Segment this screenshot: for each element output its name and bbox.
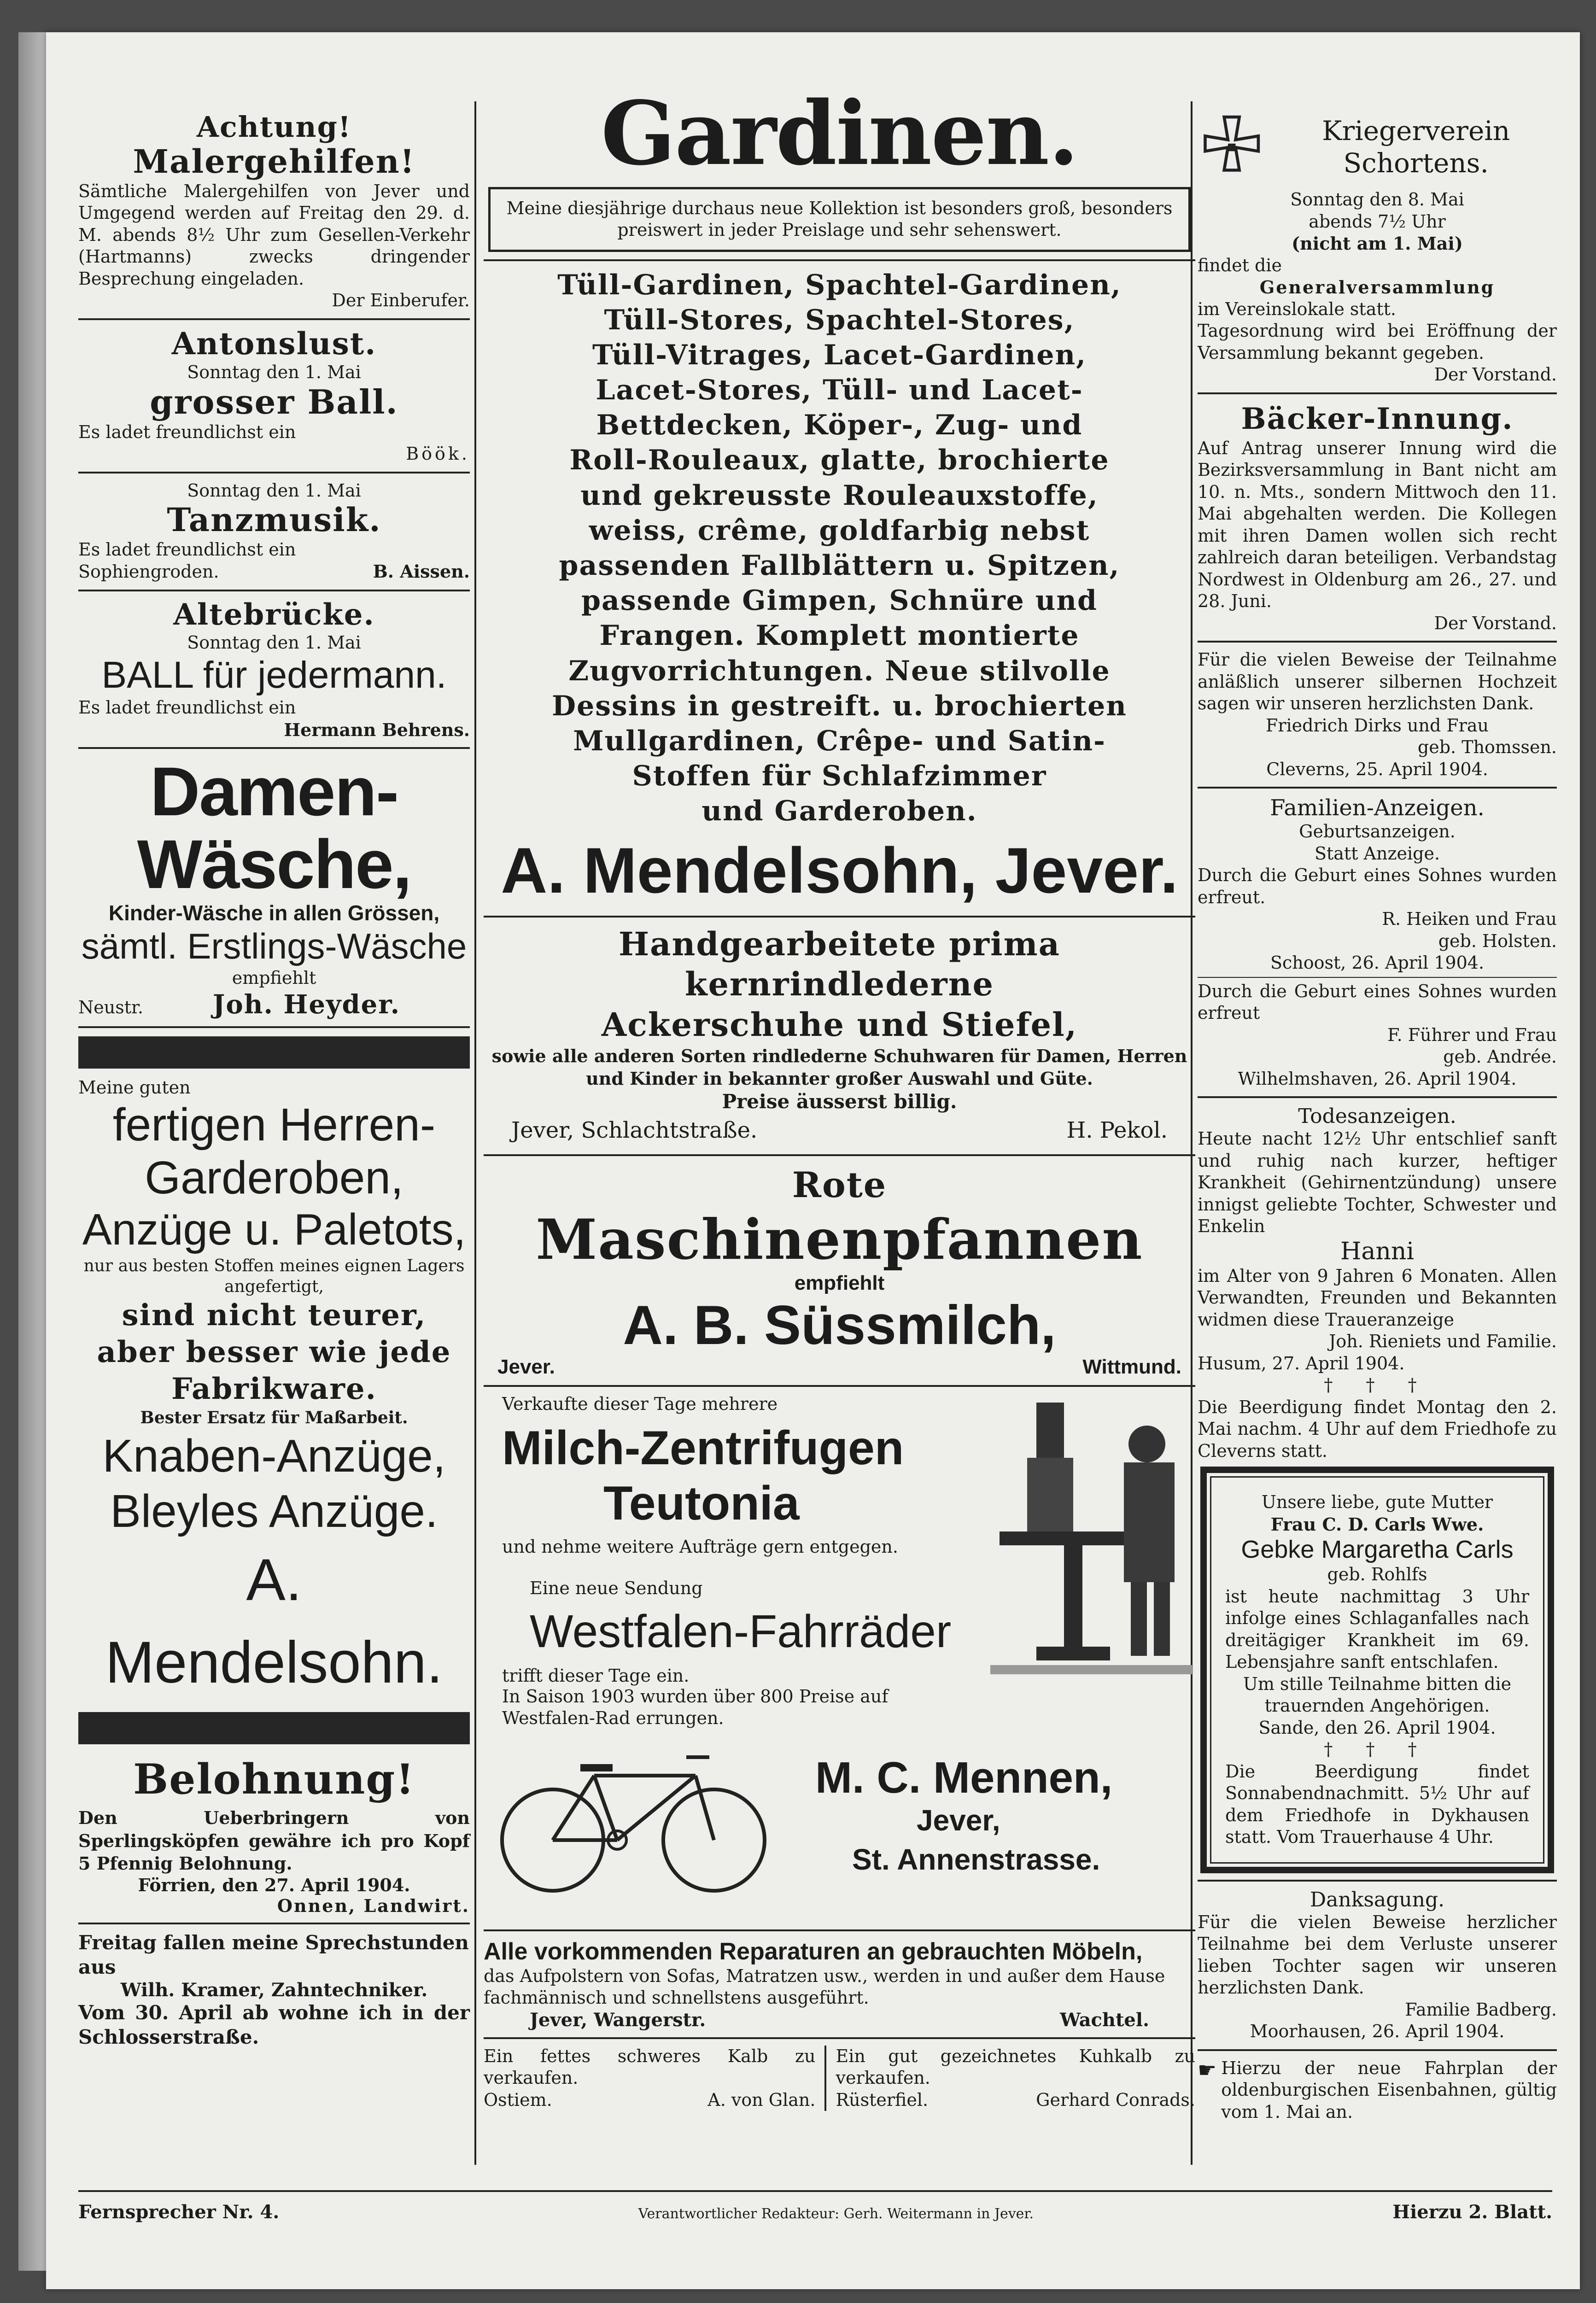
pointing-hand-icon: ☛ [1198, 2057, 1217, 2082]
middle-column [484, 74, 1195, 2111]
ad-date: Sonntag den 1. Mai [187, 632, 361, 653]
divider [484, 259, 1195, 261]
divider [484, 1385, 1195, 1387]
ad-line: In Saison 1903 wurden über 800 Preise auf Westfalen-Rad errungen. [502, 1686, 889, 1729]
ad-place: Jever. [497, 1355, 555, 1378]
ad-line: Fabrikware. [171, 1371, 377, 1406]
iron-cross-icon [1198, 106, 1266, 189]
ad-info-box [488, 187, 1191, 252]
ad-invite: Es ladet freundlichst ein [78, 697, 296, 718]
ad-wachtel [484, 1938, 1195, 2031]
ad-text: Ein gut gezeichnetes Kuhkalb zu verkaufen. [836, 2046, 1195, 2088]
ad-place: Rüsterfiel. [836, 2089, 929, 2110]
product-line: weiss, crême, goldfarbig nebst [589, 514, 1090, 547]
notice-fahrplan [1198, 2058, 1557, 2123]
divider [78, 2190, 1552, 2192]
ad-line: Garderoben, [145, 1152, 403, 1204]
ad-signature: A. von Glan. [707, 2089, 816, 2110]
ad-box-text: Meine diesjährige durchaus neue Kollektion ist besonders groß, besonders preiswert in jeder Preislage und sehr sehenswert. [506, 198, 1173, 240]
ad-text: Durch die Geburt eines Sohnes wurden erfreut [1198, 981, 1557, 1023]
ad-signature: geb. Holsten. [1438, 930, 1557, 951]
ad-signature: Hermann Behrens. [284, 719, 470, 740]
ad-signature: Der Vorstand. [1434, 613, 1557, 633]
ad-line: Alle vorkommenden Reparaturen an gebrauchten Möbeln, [484, 1938, 1143, 1965]
product-line: und gekreusste Rouleauxstoffe, [580, 479, 1099, 512]
crosses-icon: † † † [1324, 1739, 1431, 1759]
product-line: Mullgardinen, Crêpe- und Satin- [573, 725, 1106, 757]
ad-line: Maschinenpfannen [536, 1207, 1143, 1272]
ad-kramer [78, 1931, 470, 2049]
ad-subtitle: Malergehilfen! [133, 142, 415, 181]
black-bar [78, 1036, 470, 1069]
ad-title: Achtung! [196, 110, 352, 144]
product-line: Tüll-Stores, Spachtel-Stores, [604, 304, 1075, 336]
divider [78, 590, 470, 591]
ad-place: Förrien, den 27. April 1904. [138, 1875, 410, 1896]
ad-text: im Alter von 9 Jahren 6 Monaten. Allen Verwandten, Freunden und Bekannten widmen diese Traueranzeige [1198, 1265, 1557, 1330]
ad-signature: M. C. Mennen, [815, 1753, 1113, 1802]
ad-place: Ostiem. [484, 2089, 552, 2110]
page-footer [78, 2190, 1552, 2223]
ad-text: Sämtliche Malergehilfen von Jever und Umgegend werden auf Freitag den 29. d. M. abends 8½ Uhr zum Gesellen-Verkehr (Hartmanns) zwecks dringender Besprechung eingeladen. [78, 181, 470, 289]
ad-line: Milch-Zentrifugen [502, 1421, 904, 1475]
ad-line: Eine neue Sendung [530, 1578, 703, 1598]
ad-line: Sonntag den 8. Mai [1290, 189, 1464, 210]
ad-danksagung-badberg [1198, 1888, 1557, 2043]
divider [484, 916, 1195, 918]
ad-signature: Böök. [406, 444, 470, 464]
ad-text: Um stille Teilnahme bitten die trauernden Angehörigen. [1243, 1673, 1512, 1716]
ad-signature: Wachtel. [1060, 2009, 1149, 2031]
bicycle-illustration [493, 1748, 778, 1895]
ad-damen-waesche [78, 755, 470, 1020]
ad-signature: B. Aissen. [373, 561, 470, 582]
ad-place: Neustr. [78, 997, 144, 1017]
ad-text: Hierzu der neue Fahrplan der oldenburgischen Eisenbahnen, gültig vom 1. Mai an. [1221, 2058, 1557, 2122]
divider [484, 1929, 1195, 1931]
divider [1198, 977, 1557, 978]
ad-line: Frau C. D. Carls Wwe. [1270, 1514, 1484, 1535]
ad-place: Jever, Schlachtstraße. [511, 1117, 758, 1143]
product-line: passenden Fallblättern u. Spitzen, [559, 549, 1120, 582]
ad-line: im Vereinslokale statt. [1198, 298, 1396, 319]
death-notice-hanni [1198, 1105, 1557, 1462]
ad-line: abends 7½ Uhr [1309, 211, 1446, 232]
ad-line: Bleyles Anzüge. [110, 1485, 438, 1537]
ad-line: empfiehlt [794, 1271, 885, 1294]
ad-baecker-innung [1198, 401, 1557, 635]
ad-place: Husum, 27. April 1904. [1198, 1353, 1405, 1374]
ad-line: und nehme weitere Aufträge gern entgegen. [502, 1536, 898, 1557]
product-line: Tüll-Vitrages, Lacet-Gardinen, [592, 339, 1087, 371]
section-title: Todesanzeigen. [1298, 1105, 1456, 1128]
ad-line: Westfalen-Fahrräder [530, 1605, 952, 1657]
ad-line: Generalversammlung [1259, 277, 1495, 298]
ad-intro: Meine guten [78, 1077, 191, 1098]
ad-line: aber besser wie jede [97, 1334, 451, 1369]
ad-belohnung [78, 1753, 470, 1916]
ad-kalb [484, 2046, 826, 2111]
product-line: Lacet-Stores, Tüll- und Lacet- [596, 374, 1083, 407]
ad-signature: A. Mendelsohn, Jever. [501, 834, 1178, 906]
ad-signature: Gerhard Conrads. [1036, 2089, 1195, 2110]
ad-line: Preise äusserst billig. [722, 1090, 957, 1113]
ad-line: (nicht am 1. Mai) [1292, 233, 1463, 254]
ad-line: Rote [792, 1164, 887, 1205]
ad-title: Gardinen. [601, 82, 1078, 185]
divider [484, 2037, 1195, 2039]
ad-text: Die Beerdigung findet Montag den 2. Mai nachm. 4 Uhr auf dem Friedhofe zu Cleverns statt. [1198, 1397, 1557, 1461]
ad-title: Belohnung! [133, 1755, 415, 1804]
ad-title: Altebrücke. [173, 597, 375, 632]
ad-altebruecke [78, 598, 470, 741]
ad-invite: Es ladet freundlichst ein [78, 421, 296, 442]
divider [1198, 641, 1557, 643]
ad-text: Den Ueberbringern von Sperlingsköpfen gewähre ich pro Kopf 5 Pfennig Belohnung. [78, 1807, 470, 1874]
ad-kuhkalb [826, 2046, 1195, 2111]
small-ads-row [484, 2046, 1195, 2111]
product-line: Tüll-Gardinen, Spachtel-Gardinen, [557, 269, 1122, 301]
ad-place: Sande, den 26. April 1904. [1258, 1717, 1496, 1738]
ad-gardinen [484, 82, 1195, 909]
ad-place: Jever, Wangerstr. [530, 2009, 706, 2031]
ad-signature: St. Annenstrasse. [852, 1842, 1100, 1876]
ad-garderoben [78, 1077, 470, 1704]
product-line: Frangen. Komplett montierte [599, 620, 1080, 652]
ad-signature: Jever, [917, 1803, 1000, 1837]
ad-title: Danksagung. [1310, 1888, 1445, 1911]
ad-text: Für die vielen Beweise herzlicher Teilnahme bei dem Verluste unserer lieben Tochter sagen wir unseren herzlichsten Dank. [1198, 1911, 1557, 1998]
ad-line: Knaben-Anzüge, [102, 1430, 446, 1482]
ad-signature: Familie Badberg. [1405, 1999, 1557, 2020]
ad-signature: Onnen, Landwirt. [277, 1895, 470, 1917]
ad-title: Bäcker-Innung. [1241, 401, 1514, 436]
ad-line: Anzüge u. Paletots, [82, 1205, 466, 1255]
ad-line: Handgearbeitete prima [618, 924, 1061, 963]
ad-line: fertigen Herren- [112, 1099, 436, 1151]
left-column [78, 74, 470, 2049]
book-binding-edge [18, 32, 46, 2271]
section-title: Familien-Anzeigen. [1270, 795, 1485, 821]
ad-malergehilfen [78, 111, 470, 312]
ad-date: Sonntag den 1. Mai [187, 480, 361, 501]
ad-signature: Wilh. Kramer, Zahntechniker. [120, 1979, 428, 2001]
ad-signature: Friedrich Dirks und Frau [1265, 715, 1489, 736]
ad-text: Vom 30. April ab wohne ich in der Schlosserstraße. [78, 2001, 470, 2048]
divider [78, 472, 470, 473]
ad-line: empfiehlt [232, 968, 316, 988]
ad-signature: A. Mendelsohn. [105, 1547, 443, 1695]
ad-line: nur aus besten Stoffen meines eignen Lagers angefertigt, [83, 1256, 465, 1296]
divider [1198, 1096, 1557, 1098]
divider [1198, 392, 1557, 394]
ad-mennen [484, 1393, 1195, 1923]
footer-editor: Verantwortlicher Redakteur: Gerh. Weitermann in Jever. [638, 2206, 1034, 2222]
ad-signature: Der Vorstand. [1434, 364, 1557, 385]
divider [78, 318, 470, 320]
ad-line: Kinder-Wäsche in allen Grössen, [108, 901, 440, 925]
ad-date: Sonntag den 1. Mai [187, 362, 361, 382]
ad-suessmilch [484, 1163, 1195, 1379]
divider [78, 1923, 470, 1924]
ad-title: Kriegerverein Schortens. [1322, 115, 1510, 179]
column-rule-left [474, 101, 476, 2165]
ad-text: Für die vielen Beweise der Teilnahme anläßlich unserer silbernen Hochzeit sagen wir unseren herzlichsten Dank. [1198, 649, 1557, 713]
ad-line: Tagesordnung wird bei Eröffnung der Versammlung bekannt gegeben. [1198, 321, 1557, 363]
ad-place: Wittmund. [1082, 1355, 1181, 1378]
death-notice-carls [1200, 1467, 1554, 1873]
ad-intro: Verkaufte dieser Tage mehrere [502, 1393, 778, 1414]
ad-invite: Es ladet freundlichst ein [78, 539, 296, 560]
ad-title: Damen-Wäsche, [137, 753, 411, 903]
ad-line: sowie alle anderen Sorten rindlederne Schuhwaren für Damen, Herren und Kinder in bekannter großer Auswahl und Güte. [491, 1046, 1187, 1089]
footer-phone: Fernsprecher Nr. 4. [78, 2201, 280, 2223]
right-column [1198, 74, 1557, 2123]
ad-signature: F. Führer und Frau [1387, 1024, 1557, 1045]
divider [78, 747, 470, 749]
ad-antonslust [78, 327, 470, 465]
ad-text: Durch die Geburt eines Sohnes wurden erfreut. [1198, 865, 1557, 907]
ad-kriegerverein [1198, 106, 1557, 386]
ad-signature: R. Heiken und Frau [1382, 909, 1557, 929]
ad-place: Sophiengroden. [78, 561, 219, 582]
divider [1198, 1880, 1557, 1882]
section-subtitle: Geburtsanzeigen. [1299, 821, 1456, 842]
ad-line: kernrindlederne [684, 965, 994, 1003]
divider [484, 1154, 1195, 1156]
product-line: und Garderoben. [702, 795, 977, 828]
divider [78, 1026, 470, 1028]
crosses-icon: † † † [1324, 1375, 1431, 1395]
ad-line: findet die [1198, 255, 1282, 275]
product-line: Roll-Rouleaux, glatte, brochierte [569, 444, 1110, 477]
ad-signature: Der Einberufer. [332, 290, 470, 311]
ad-text: Auf Antrag unserer Innung wird die Bezirksversammlung in Bant nicht am 10. n. Mts., sondern Mittwoch den 11. Mai abgehalten werden. Die Kollegen mit ihren Damen wollen sich recht zahlreich daran beteiligen. Verbandstag Nordwest in Oldenburg am 26., 27. und 28. Juni. [1198, 438, 1557, 611]
ad-text: Freitag fallen meine Sprechstunden aus [78, 1931, 469, 1978]
product-line: Stoffen für Schlafzimmer [632, 760, 1047, 793]
ad-place: Schoost, 26. April 1904. [1270, 953, 1485, 973]
ad-name: Gebke Margaretha Carls [1241, 1536, 1514, 1563]
divider [1198, 787, 1557, 789]
ad-place: Moorhausen, 26. April 1904. [1250, 2021, 1505, 2041]
ad-place: Wilhelmshaven, 26. April 1904. [1238, 1068, 1517, 1089]
divider [1198, 2049, 1557, 2051]
ad-line: Bester Ersatz für Maßarbeit. [140, 1408, 408, 1427]
milk-centrifuge-illustration [972, 1393, 1193, 1688]
ad-line: das Aufpolstern von Sofas, Matratzen usw., werden in und außer dem Hause fachmännisch und schnellstens ausgeführt. [484, 1965, 1165, 2008]
ad-title: Tanzmusik. [167, 501, 381, 539]
ad-line: Statt Anzeige. [1314, 843, 1440, 864]
ad-signature: Joh. Rieniets und Familie. [1329, 1331, 1557, 1351]
ad-text: Ein fettes schweres Kalb zu verkaufen. [484, 2046, 816, 2088]
ad-product-list [484, 268, 1195, 829]
product-line: Dessins in gestreift. u. brochierten [552, 690, 1127, 722]
family-notices [1198, 795, 1557, 1090]
product-line: Bettdecken, Köper-, Zug- und [596, 409, 1083, 442]
ad-signature: H. Pekol. [1066, 1117, 1168, 1143]
ad-text: Heute nacht 12½ Uhr entschlief sanft und ruhig nach kurzer, heftiger Krankheit (Gehirnentzündung) unsere innigst geliebte Tochter, Schwester und Enkelin [1198, 1128, 1557, 1236]
ad-signature: geb. Thomssen. [1417, 737, 1557, 757]
ad-name: Hanni [1340, 1237, 1414, 1265]
product-line: Zugvorrichtungen. Neue stilvolle [568, 655, 1111, 687]
ad-line: Teutonia [603, 1476, 800, 1530]
ad-line: geb. Rohlfs [1327, 1564, 1427, 1584]
ad-text: Die Beerdigung findet Sonnabendnachmitt. 5½ Uhr auf dem Friedhofe in Dykhausen statt. Vom Trauerhause 4 Uhr. [1225, 1761, 1529, 1847]
ad-title: Antonslust. [171, 325, 377, 362]
ad-event: grosser Ball. [150, 382, 398, 422]
ad-signature: A. B. Süssmilch, [623, 1294, 1056, 1356]
ad-text: ist heute nachmittag 3 Uhr infolge eines Schlaganfalles nach dreitägiger Krankheit im 69. Lebensjahre sanft entschlafen. [1225, 1586, 1529, 1672]
ad-line: trifft dieser Tage ein. [502, 1665, 690, 1686]
ad-dank-dirks [1198, 649, 1557, 780]
ad-line: sämtl. Erstlings-Wäsche [81, 926, 467, 967]
ad-signature: Joh. Heyder. [212, 989, 401, 1020]
ad-line: Unsere liebe, gute Mutter [1261, 1492, 1493, 1512]
ad-signature: geb. Andrée. [1443, 1046, 1557, 1067]
footer-supplement: Hierzu 2. Blatt. [1392, 2201, 1552, 2223]
product-line: passende Gimpen, Schnüre und [581, 585, 1098, 617]
black-bar [78, 1712, 470, 1744]
ad-event: BALL für jedermann. [101, 654, 447, 696]
ad-line: sind nicht teurer, [122, 1298, 427, 1333]
ad-line: Ackerschuhe und Stiefel, [601, 1005, 1078, 1044]
ad-tanzmusik [78, 480, 470, 583]
ad-pekol-schuhe [484, 924, 1195, 1148]
ad-place: Cleverns, 25. April 1904. [1266, 759, 1488, 779]
